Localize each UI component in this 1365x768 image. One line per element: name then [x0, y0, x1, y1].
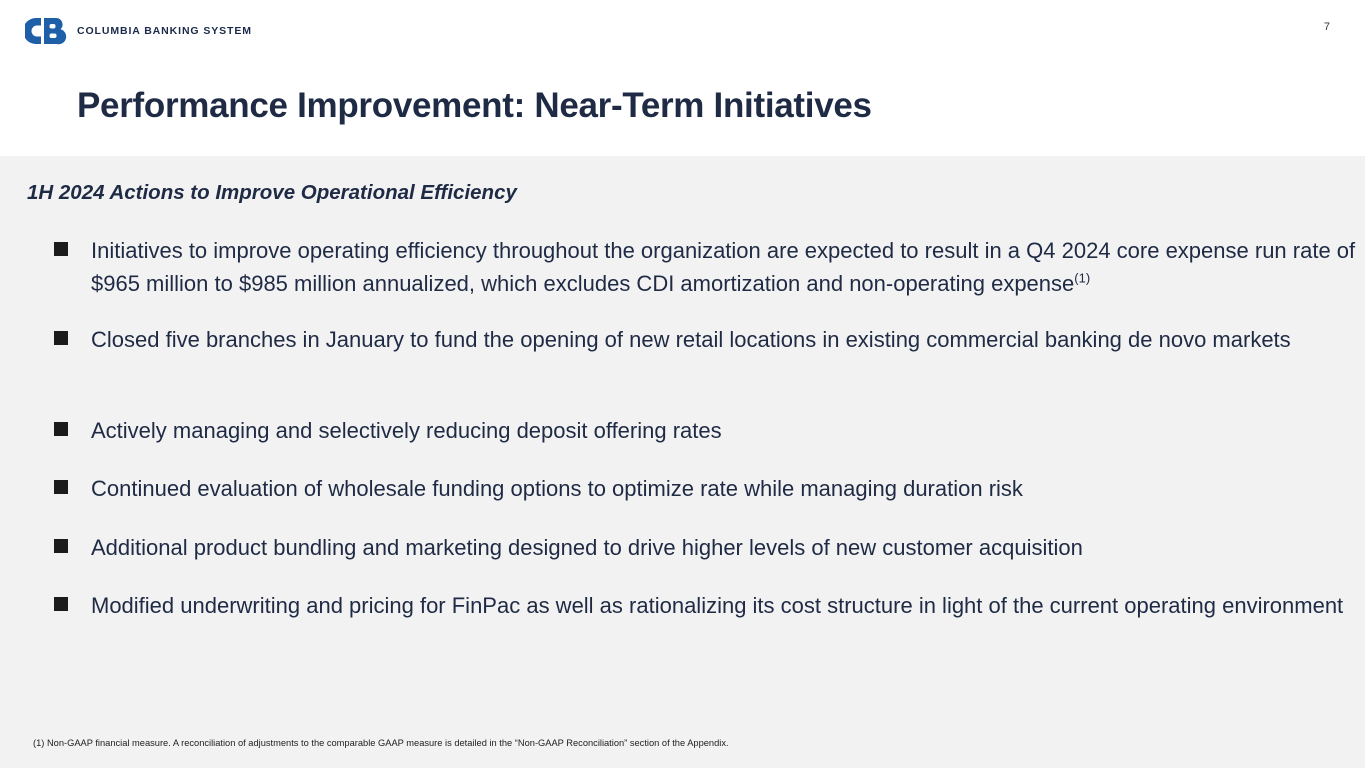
bullet-text: Continued evaluation of wholesale funding options to optimize rate while managing duration risk: [91, 476, 1023, 501]
square-bullet-icon: [54, 331, 68, 345]
square-bullet-icon: [54, 422, 68, 436]
bullet-text: Modified underwriting and pricing for FinPac as well as rationalizing its cost structure in light of the current operating environment: [91, 593, 1344, 618]
section-subtitle: 1H 2024 Actions to Improve Operational Efficiency: [27, 181, 517, 204]
square-bullet-icon: [54, 242, 68, 256]
bullet-text: Closed five branches in January to fund the opening of new retail locations in existing commercial banking de novo markets: [91, 327, 1291, 352]
footnote: (1) Non-GAAP financial measure. A reconciliation of adjustments to the comparable GAAP measure is detailed in the “Non-GAAP Reconciliation” section of the Appendix.: [33, 738, 729, 748]
bullet-list: [0, 156, 1365, 716]
content-panel: [0, 156, 1365, 768]
page-title: Performance Improvement: Near-Term Initiatives: [77, 86, 872, 125]
logo-text: COLUMBIA BANKING SYSTEM: [77, 25, 252, 37]
square-bullet-icon: [54, 480, 68, 494]
bullet-text: Initiatives to improve operating efficiency throughout the organization are expected to result in a Q4 2024 core expense run rate of $965 million to $985 million annualized, which excludes CDI amortization and non-operating expense: [91, 238, 1356, 296]
square-bullet-icon: [54, 539, 68, 553]
square-bullet-icon: [54, 597, 68, 611]
header-bar: [0, 0, 1365, 156]
bullet-text: Actively managing and selectively reducing deposit offering rates: [91, 418, 722, 443]
bullet-text: Additional product bundling and marketing designed to drive higher levels of new customer acquisition: [91, 535, 1083, 560]
company-logo: [25, 16, 252, 46]
page-number: 7: [1323, 21, 1330, 33]
cb-logo-mark-icon: [25, 16, 67, 46]
footnote-reference: (1): [1074, 270, 1091, 286]
